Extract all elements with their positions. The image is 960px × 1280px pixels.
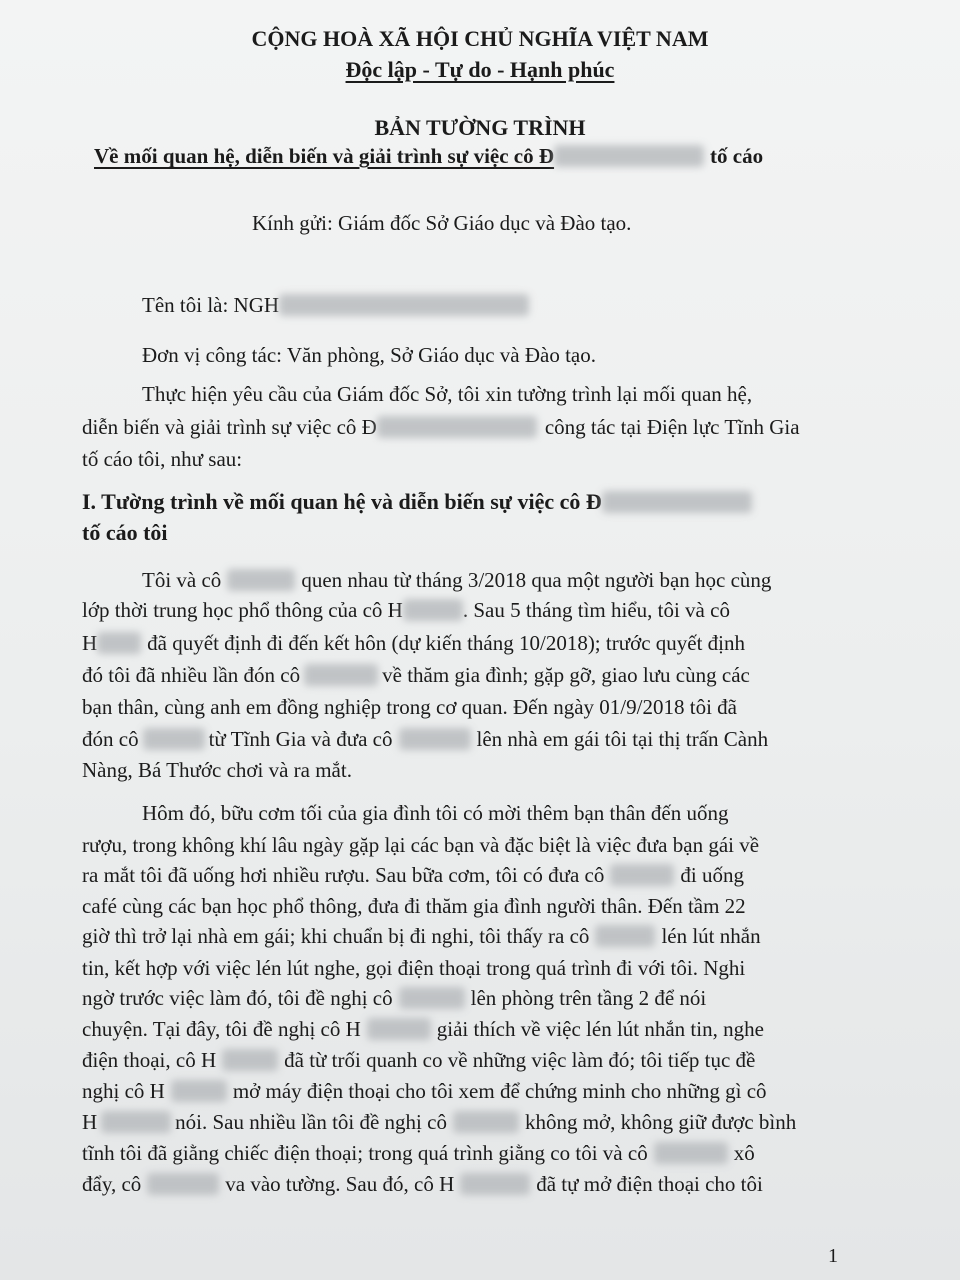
para2-line-7 — [82, 985, 706, 1011]
section-1-heading-line-1 — [82, 489, 752, 515]
para1-line-6b: từ Tĩnh Gia và đưa cô — [208, 727, 393, 751]
para2-line-9a: điện thoại, cô H — [82, 1048, 217, 1072]
para1-line-3a: H — [82, 631, 98, 655]
para1-line-3 — [82, 630, 745, 656]
redacted-name — [101, 1111, 171, 1133]
para1-line-2 — [82, 597, 730, 623]
intro-line-3: tố cáo tôi, như sau: — [82, 447, 243, 471]
intro-line-1: Thực hiện yêu cầu của Giám đốc Sở, tôi xin tường trình lại mối quan hệ, — [142, 382, 753, 406]
para2-line-3b: đi uống — [680, 863, 744, 887]
redacted-name — [143, 728, 205, 750]
redacted-name — [610, 864, 674, 886]
redacted-author-name — [279, 294, 529, 316]
para2-line-11c: không mở, không giữ được bình — [524, 1110, 797, 1134]
intro-line-2b: công tác tại Điện lực Tĩnh Gia — [544, 415, 800, 439]
redacted-name — [147, 1173, 219, 1195]
intro-line-2 — [82, 414, 800, 440]
para1-line-3b: đã quyết định đi đến kết hôn (dự kiến tháng 10/2018); trước quyết định — [147, 631, 746, 655]
redacted-name — [602, 491, 752, 513]
para2-line-11 — [82, 1109, 796, 1135]
para2-line-13b: va vào tường. Sau đó, cô H — [225, 1172, 455, 1196]
para2-line-12b: xô — [733, 1141, 755, 1165]
nation-header: CỘNG HOÀ XÃ HỘI CHỦ NGHĨA VIỆT NAM — [251, 26, 709, 51]
para1-line-6 — [82, 726, 768, 752]
para2-line-10 — [82, 1078, 767, 1104]
para2-line-3 — [82, 862, 744, 888]
para2-line-11a: H — [82, 1110, 98, 1134]
redacted-name — [453, 1111, 519, 1133]
para2-line-10b: mở máy điện thoại cho tôi xem để chứng minh cho những gì cô — [232, 1079, 767, 1103]
para2-line-7a: ngờ trước việc làm đó, tôi đề nghị cô — [82, 986, 393, 1010]
intro-line-2a: diễn biến và giải trình sự việc cô Đ — [82, 415, 377, 439]
redacted-name — [403, 599, 463, 621]
redacted-name — [304, 664, 378, 686]
para2-line-2: rượu, trong không khí lâu ngày gặp lại các bạn và đặc biệt là việc đưa bạn gái về — [82, 833, 760, 857]
para1-line-2b: . Sau 5 tháng tìm hiểu, tôi và cô — [462, 598, 730, 622]
para2-line-12a: tĩnh tôi đã giằng chiếc điện thoại; trong quá trình giằng co tôi và cô — [82, 1141, 648, 1165]
para1-line-2a: lớp thời trung học phổ thông của cô H — [82, 598, 403, 622]
para2-line-13 — [82, 1171, 763, 1197]
para2-line-9 — [82, 1047, 755, 1073]
para1-line-6c: lên nhà em gái tôi tại thị trấn Cành — [476, 727, 769, 751]
redacted-name — [654, 1142, 728, 1164]
section-1-heading-text: I. Tường trình về mối quan hệ và diễn biến sự việc cô Đ — [82, 489, 602, 514]
para2-line-5b: lén lút nhắn — [661, 924, 761, 948]
para1-line-4 — [82, 662, 750, 688]
redacted-name — [97, 632, 141, 654]
para2-line-13c: đã tự mở điện thoại cho tôi — [536, 1172, 763, 1196]
para2-line-8b: giải thích về việc lén lút nhắn tin, nghe — [436, 1017, 764, 1041]
page-number: 1 — [828, 1245, 838, 1267]
redacted-name — [377, 416, 537, 438]
para2-line-6: tin, kết hợp với việc lén lút nghe, gọi điện thoại trong quá trình đi với tôi. Nghi — [82, 956, 746, 980]
para1-line-7: Nàng, Bá Thước chơi và ra mắt. — [82, 758, 352, 782]
motto-text: Độc lập - Tự do - Hạnh phúc — [345, 57, 615, 82]
para1-line-1b: quen nhau từ tháng 3/2018 qua một người bạn học cùng — [301, 568, 772, 592]
para2-line-8 — [82, 1016, 764, 1042]
para1-line-5: bạn thân, cùng anh em đồng nghiệp trong cơ quan. Đến ngày 01/9/2018 tôi đã — [82, 695, 737, 719]
para1-line-4b: về thăm gia đình; gặp gỡ, giao lưu cùng các — [382, 663, 750, 687]
author-name-line — [142, 292, 529, 318]
para2-line-9b: đã từ trối quanh co về những việc làm đó; tôi tiếp tục đề — [284, 1048, 756, 1072]
redacted-name — [554, 145, 704, 167]
para2-line-3a: ra mắt tôi đã uống hơi nhiều rượu. Sau bữa cơm, tôi có đưa cô — [82, 863, 605, 887]
para1-line-6a: đón cô — [82, 727, 139, 751]
redacted-name — [399, 728, 471, 750]
para1-line-4a: đó tôi đã nhiều lần đón cô — [82, 663, 301, 687]
para1-line-1a: Tôi và cô — [142, 568, 222, 592]
para2-line-11b: nói. Sau nhiều lần tôi đề nghị cô — [175, 1110, 447, 1134]
recipient-line: Kính gửi: Giám đốc Sở Giáo dục và Đào tạo. — [252, 211, 632, 235]
redacted-name — [399, 987, 465, 1009]
author-name-label: Tên tôi là: NGH — [142, 293, 280, 317]
redacted-name — [222, 1049, 278, 1071]
para2-line-5 — [82, 923, 761, 949]
para2-line-5a: giờ thì trở lại nhà em gái; khi chuẩn bị đi nghi, tôi thấy ra cô — [82, 924, 590, 948]
section-1-heading-line-2: tố cáo tôi — [82, 520, 168, 545]
redacted-name — [460, 1173, 530, 1195]
para2-line-10a: nghị cô H — [82, 1079, 165, 1103]
para2-line-13a: đẩy, cô — [82, 1172, 142, 1196]
document-title: BẢN TƯỜNG TRÌNH — [374, 115, 586, 140]
para2-line-7b: lên phòng trên tầng 2 để nói — [470, 986, 707, 1010]
document-subtitle — [94, 143, 763, 169]
para2-line-8a: chuyện. Tại đây, tôi đề nghị cô H — [82, 1017, 361, 1041]
para1-line-1 — [142, 567, 771, 593]
para2-line-1: Hôm đó, bữu cơm tối của gia đình tôi có mời thêm bạn thân đến uống — [142, 801, 729, 825]
redacted-name — [171, 1080, 227, 1102]
redacted-name — [595, 925, 655, 947]
redacted-name — [367, 1018, 431, 1040]
para2-line-12 — [82, 1140, 755, 1166]
para2-line-4: café cùng các bạn học phổ thông, đưa đi thăm gia đình người thân. Đến tầm 22 — [82, 894, 746, 918]
motto — [0, 57, 960, 83]
subtitle-end: tố cáo — [710, 144, 764, 168]
author-unit-line: Đơn vị công tác: Văn phòng, Sở Giáo dục và Đào tạo. — [142, 343, 596, 367]
redacted-name — [227, 569, 295, 591]
subtitle-text: Về mối quan hệ, diễn biến và giải trình sự việc cô Đ — [94, 144, 555, 168]
